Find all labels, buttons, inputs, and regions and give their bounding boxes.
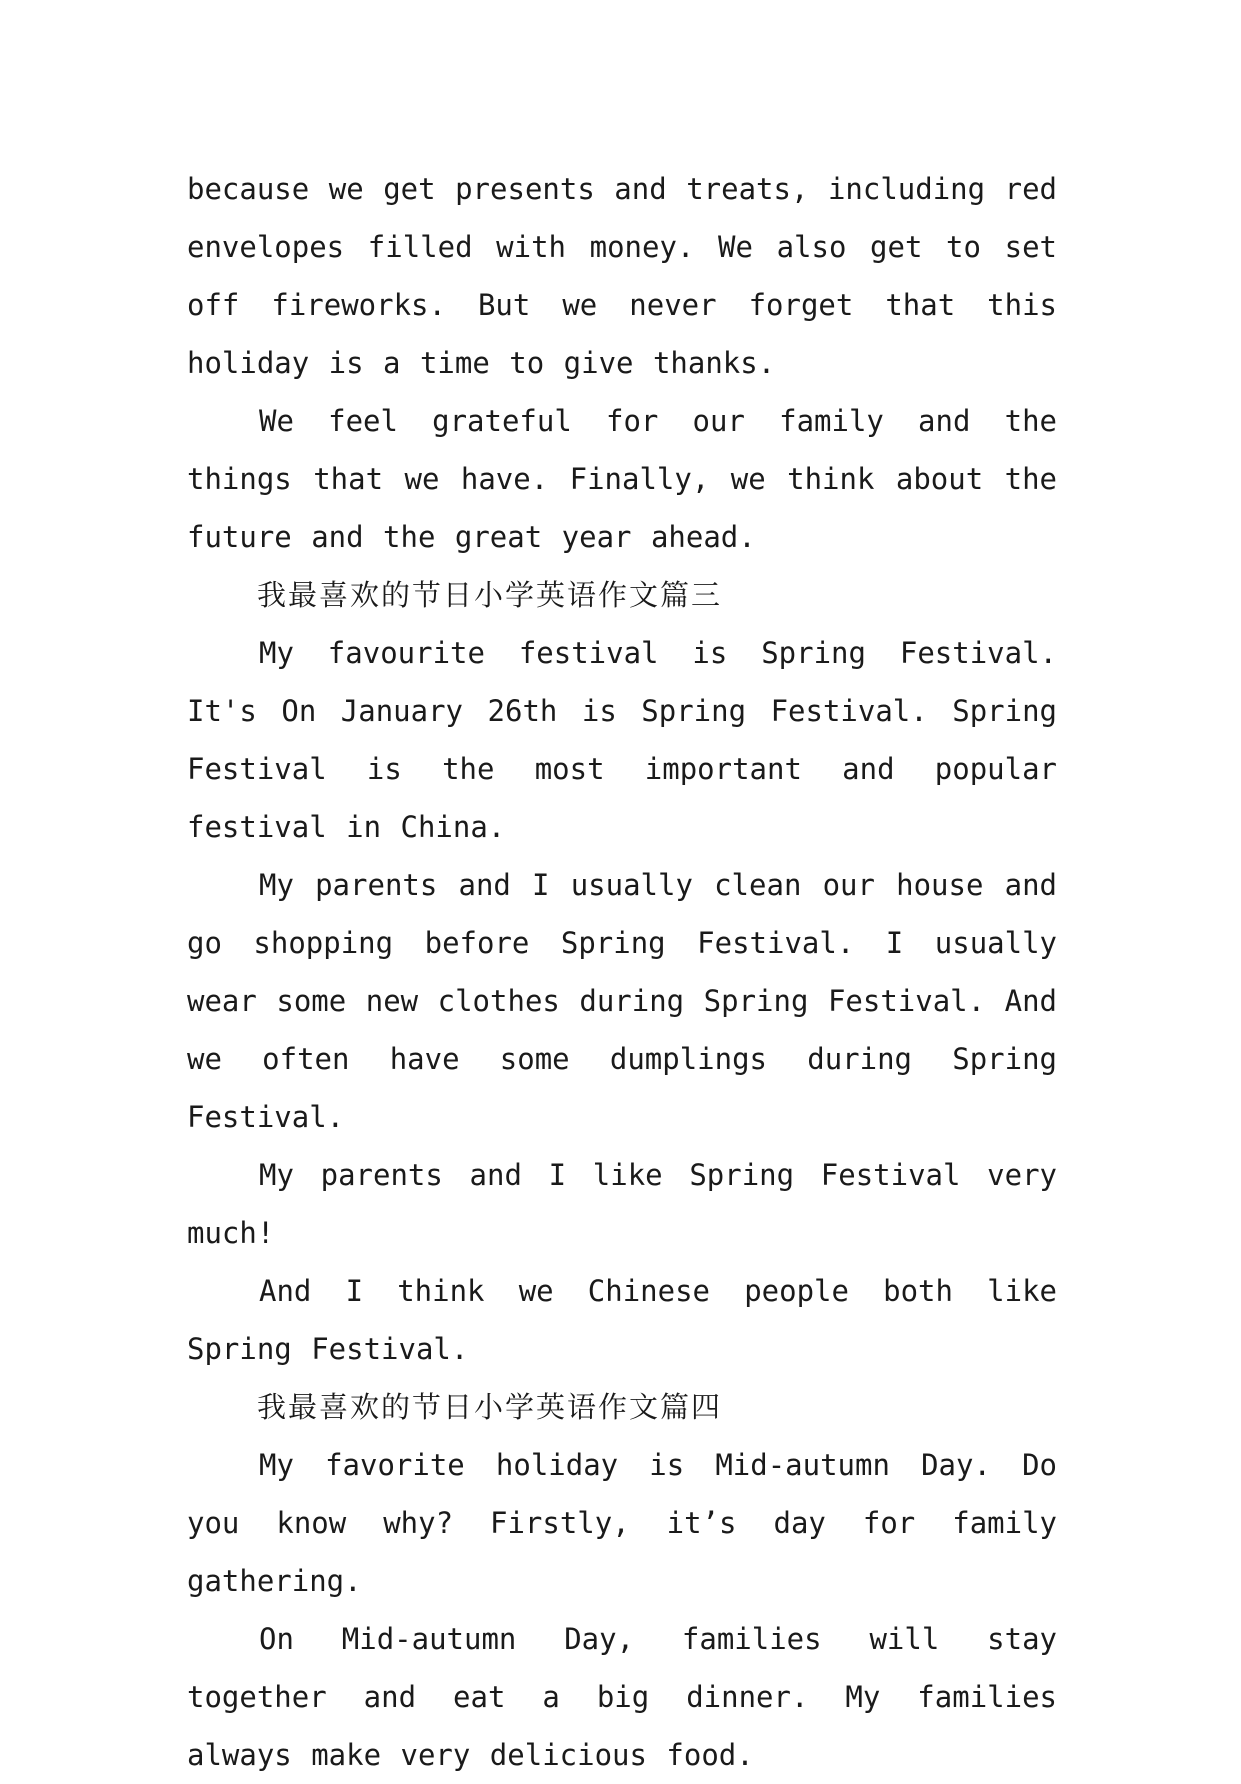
paragraph: My favorite holiday is Mid-autumn Day. Do you know why? Firstly, it’s day for family gathering. <box>187 1448 1057 1598</box>
document-body <box>187 160 1057 1784</box>
paragraph: My parents and I usually clean our house and go shopping before Spring Festival. I usually wear some new clothes during Spring Festival. And we often have some dumplings during Spring Festival. <box>187 868 1057 1134</box>
paragraph: We feel grateful for our family and the things that we have. Finally, we think about the future and the great year ahead. <box>187 404 1057 554</box>
paragraph: My favourite festival is Spring Festival. It's On January 26th is Spring Festival. Spring Festival is the most important and popular festival in China. <box>187 636 1057 844</box>
paragraph: My parents and I like Spring Festival very much! <box>187 1158 1057 1250</box>
paragraph: On Mid-autumn Day, families will stay together and eat a big dinner. My families always make very delicious food. <box>187 1622 1057 1772</box>
paragraph: And I think we Chinese people both like Spring Festival. <box>187 1274 1057 1366</box>
section-heading: 我最喜欢的节日小学英语作文篇三 <box>257 578 723 612</box>
section-heading: 我最喜欢的节日小学英语作文篇四 <box>257 1390 723 1424</box>
paragraph: because we get presents and treats, including red envelopes filled with money. We also get to set off fireworks. But we never forget that this holiday is a time to give thanks. <box>187 172 1057 380</box>
